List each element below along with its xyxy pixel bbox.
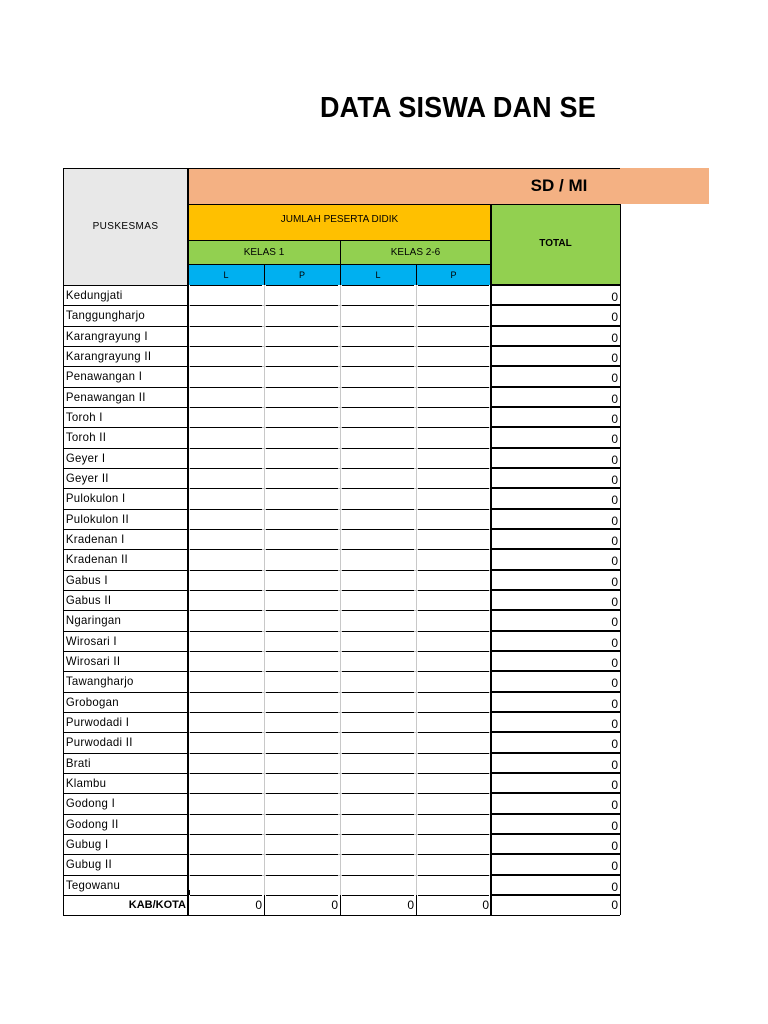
table-row-name: Klambu bbox=[65, 776, 107, 791]
total-row-border bbox=[491, 874, 620, 876]
data-row-border bbox=[266, 793, 338, 794]
name-col-border bbox=[187, 168, 189, 915]
total-row-border bbox=[491, 447, 620, 449]
footer-l1: 0 bbox=[255, 897, 262, 912]
name-row-border bbox=[63, 387, 188, 388]
footer-l2: 0 bbox=[407, 897, 414, 912]
data-row-border bbox=[418, 854, 489, 855]
data-row-border bbox=[190, 285, 262, 286]
data-row-border bbox=[418, 448, 489, 449]
col-gridline bbox=[340, 285, 341, 895]
data-row-border bbox=[266, 753, 338, 754]
total-row-border bbox=[491, 548, 620, 550]
table-row-total: 0 bbox=[611, 798, 618, 813]
data-row-border bbox=[418, 407, 489, 408]
data-row-border bbox=[266, 631, 338, 632]
total-row-border bbox=[491, 325, 620, 327]
data-row-border bbox=[418, 712, 489, 713]
data-row-border bbox=[190, 529, 262, 530]
data-row-border bbox=[266, 549, 338, 550]
footer-label: KAB/KOTA bbox=[128, 898, 186, 911]
table-row-name: Wirosari I bbox=[65, 633, 117, 648]
name-row-border bbox=[63, 346, 188, 347]
name-row-border bbox=[63, 407, 188, 408]
data-row-border bbox=[190, 753, 262, 754]
table-row-total: 0 bbox=[611, 513, 618, 528]
table-row-name: Pulokulon II bbox=[65, 511, 129, 526]
table-row-total: 0 bbox=[611, 656, 618, 671]
data-row-border bbox=[342, 895, 414, 896]
total-row-border bbox=[491, 487, 620, 489]
total-row-border bbox=[491, 609, 620, 611]
data-row-border bbox=[342, 305, 414, 306]
name-row-border bbox=[63, 671, 188, 672]
name-row-border bbox=[63, 773, 188, 774]
sub-p-kelas1: P bbox=[264, 264, 340, 285]
data-row-border bbox=[418, 773, 489, 774]
data-row-border bbox=[190, 509, 262, 510]
data-row-border bbox=[266, 692, 338, 693]
data-row-border bbox=[342, 387, 414, 388]
table-row-total: 0 bbox=[611, 574, 618, 589]
table-bottom-border bbox=[63, 915, 620, 916]
footer-p2: 0 bbox=[482, 897, 489, 912]
sub-l-kelas26: L bbox=[340, 264, 416, 285]
data-row-border bbox=[266, 387, 338, 388]
data-row-border bbox=[342, 285, 414, 286]
data-row-border bbox=[342, 366, 414, 367]
table-row-name: Kedungjati bbox=[65, 288, 123, 303]
data-row-border bbox=[266, 814, 338, 815]
total-row-border bbox=[491, 630, 620, 632]
data-row-border bbox=[342, 753, 414, 754]
level-label: SD / MI bbox=[530, 176, 588, 195]
data-row-border bbox=[418, 732, 489, 733]
total-row-border bbox=[491, 711, 620, 713]
table-row-name: Tegowanu bbox=[65, 877, 121, 892]
table-right-border bbox=[620, 204, 621, 915]
total-row-border bbox=[491, 426, 620, 428]
table-row-total: 0 bbox=[611, 778, 618, 793]
table-row-name: Pulokulon I bbox=[65, 491, 126, 506]
data-row-border bbox=[190, 692, 262, 693]
data-row-border bbox=[418, 631, 489, 632]
table-row-name: Purwodadi II bbox=[65, 735, 133, 750]
data-row-border bbox=[266, 570, 338, 571]
footer-col-border bbox=[264, 895, 265, 915]
data-row-border bbox=[418, 366, 489, 367]
data-row-border bbox=[266, 651, 338, 652]
data-row-border bbox=[342, 732, 414, 733]
data-row-border bbox=[266, 732, 338, 733]
table-row-total: 0 bbox=[611, 432, 618, 447]
data-row-border bbox=[342, 346, 414, 347]
data-row-border bbox=[190, 834, 262, 835]
data-row-border bbox=[190, 793, 262, 794]
data-row-border bbox=[190, 895, 262, 896]
data-row-border bbox=[342, 814, 414, 815]
table-row-total: 0 bbox=[611, 330, 618, 345]
data-row-border bbox=[342, 590, 414, 591]
total-row-border bbox=[491, 589, 620, 591]
total-row-border bbox=[491, 569, 620, 571]
data-row-border bbox=[190, 468, 262, 469]
footer-col-border bbox=[416, 895, 417, 915]
data-row-border bbox=[266, 712, 338, 713]
data-row-border bbox=[190, 631, 262, 632]
total-row-border bbox=[491, 813, 620, 815]
data-row-border bbox=[190, 732, 262, 733]
data-row-border bbox=[342, 875, 414, 876]
name-row-border bbox=[63, 732, 188, 733]
name-row-border bbox=[63, 875, 188, 876]
table-row-total: 0 bbox=[611, 696, 618, 711]
data-row-border bbox=[190, 854, 262, 855]
data-row-border bbox=[266, 326, 338, 327]
data-row-border bbox=[266, 285, 338, 286]
data-row-border bbox=[190, 712, 262, 713]
total-row-border bbox=[491, 792, 620, 794]
data-row-border bbox=[190, 407, 262, 408]
data-row-border bbox=[190, 549, 262, 550]
table-row-total: 0 bbox=[611, 839, 618, 854]
name-row-border bbox=[63, 448, 188, 449]
table-row-name: Godong II bbox=[65, 816, 119, 831]
data-row-border bbox=[418, 549, 489, 550]
data-row-border bbox=[418, 793, 489, 794]
data-row-border bbox=[266, 346, 338, 347]
table-row-total: 0 bbox=[611, 473, 618, 488]
total-row-border bbox=[491, 833, 620, 835]
total-row-border bbox=[491, 752, 620, 754]
name-row-border bbox=[63, 590, 188, 591]
table-row-total: 0 bbox=[611, 493, 618, 508]
data-row-border bbox=[190, 671, 262, 672]
footer-tick bbox=[189, 890, 190, 895]
data-row-border bbox=[342, 793, 414, 794]
data-row-border bbox=[342, 570, 414, 571]
table-row-total: 0 bbox=[611, 452, 618, 467]
table-row-name: Wirosari II bbox=[65, 654, 121, 669]
total-header: TOTAL bbox=[491, 204, 620, 285]
data-row-border bbox=[418, 834, 489, 835]
data-row-border bbox=[418, 671, 489, 672]
data-row-border bbox=[190, 773, 262, 774]
name-row-border bbox=[63, 509, 188, 510]
data-row-border bbox=[266, 610, 338, 611]
data-row-border bbox=[342, 671, 414, 672]
sub-divider bbox=[416, 264, 417, 285]
total-row-border bbox=[491, 386, 620, 388]
jumlah-header: JUMLAH PESERTA DIDIK bbox=[188, 204, 491, 240]
data-row-border bbox=[266, 305, 338, 306]
data-row-border bbox=[418, 346, 489, 347]
data-row-border bbox=[418, 590, 489, 591]
table-row-name: Karangrayung I bbox=[65, 328, 148, 343]
footer-col-border bbox=[340, 895, 341, 915]
table-row-name: Penawangan II bbox=[65, 389, 146, 404]
data-row-border bbox=[190, 875, 262, 876]
data-row-border bbox=[190, 448, 262, 449]
table-row-name: Gubug II bbox=[65, 857, 112, 872]
data-row-border bbox=[266, 468, 338, 469]
data-row-border bbox=[418, 875, 489, 876]
data-row-border bbox=[418, 651, 489, 652]
table-row-name: Kradenan I bbox=[65, 532, 125, 547]
total-col-border bbox=[490, 204, 492, 915]
table-row-name: Gabus I bbox=[65, 572, 108, 587]
sub-p-kelas26: P bbox=[416, 264, 491, 285]
data-row-border bbox=[418, 895, 489, 896]
table-row-name: Kradenan II bbox=[65, 552, 128, 567]
data-row-border bbox=[418, 285, 489, 286]
data-row-border bbox=[266, 509, 338, 510]
data-row-border bbox=[266, 773, 338, 774]
data-row-border bbox=[418, 326, 489, 327]
total-row-border bbox=[491, 365, 620, 367]
table-row-total: 0 bbox=[611, 351, 618, 366]
data-row-border bbox=[266, 875, 338, 876]
name-row-border bbox=[63, 814, 188, 815]
name-row-border bbox=[63, 610, 188, 611]
total-row-border bbox=[491, 731, 620, 733]
total-row-border bbox=[491, 284, 620, 286]
data-row-border bbox=[266, 529, 338, 530]
table-row-name: Purwodadi I bbox=[65, 715, 130, 730]
data-row-border bbox=[418, 468, 489, 469]
data-row-border bbox=[342, 773, 414, 774]
total-row-border bbox=[491, 853, 620, 855]
data-row-border bbox=[342, 488, 414, 489]
table-row-name: Penawangan I bbox=[65, 369, 143, 384]
data-row-border bbox=[266, 895, 338, 896]
data-row-border bbox=[342, 427, 414, 428]
name-row-border bbox=[63, 692, 188, 693]
data-row-border bbox=[418, 692, 489, 693]
data-row-border bbox=[418, 427, 489, 428]
name-row-border bbox=[63, 285, 188, 286]
table-row-total: 0 bbox=[611, 859, 618, 874]
name-row-border bbox=[63, 570, 188, 571]
data-row-border bbox=[266, 407, 338, 408]
table-row-total: 0 bbox=[611, 717, 618, 732]
table-row-total: 0 bbox=[611, 757, 618, 772]
data-row-border bbox=[190, 326, 262, 327]
data-row-border bbox=[342, 549, 414, 550]
data-row-border bbox=[342, 326, 414, 327]
data-row-border bbox=[418, 305, 489, 306]
table-row-total: 0 bbox=[611, 818, 618, 833]
data-row-border bbox=[266, 366, 338, 367]
data-row-border bbox=[418, 610, 489, 611]
table-row-total: 0 bbox=[611, 290, 618, 305]
level-header bbox=[188, 168, 709, 204]
name-row-border bbox=[63, 529, 188, 530]
data-row-border bbox=[342, 509, 414, 510]
sub-l-kelas1: L bbox=[188, 264, 264, 285]
data-row-border bbox=[342, 712, 414, 713]
data-row-border bbox=[342, 692, 414, 693]
table-row-total: 0 bbox=[611, 412, 618, 427]
total-row-border bbox=[491, 691, 620, 693]
footer-total: 0 bbox=[611, 897, 618, 912]
name-row-border bbox=[63, 631, 188, 632]
table-row-total: 0 bbox=[611, 635, 618, 650]
data-row-border bbox=[190, 488, 262, 489]
table-row-name: Gubug I bbox=[65, 837, 109, 852]
data-row-border bbox=[342, 407, 414, 408]
data-row-border bbox=[190, 346, 262, 347]
table-row-total: 0 bbox=[611, 391, 618, 406]
table-row-name: Tanggungharjo bbox=[65, 308, 146, 323]
header-top-border bbox=[63, 168, 620, 169]
name-row-border bbox=[63, 793, 188, 794]
data-row-border bbox=[342, 651, 414, 652]
name-row-border bbox=[63, 468, 188, 469]
table-row-name: Ngaringan bbox=[65, 613, 122, 628]
data-row-border bbox=[342, 610, 414, 611]
table-row-name: Karangrayung II bbox=[65, 349, 152, 364]
total-row-border bbox=[491, 467, 620, 469]
table-row-name: Grobogan bbox=[65, 694, 119, 709]
total-row-border bbox=[491, 772, 620, 774]
name-row-border bbox=[63, 366, 188, 367]
name-row-border bbox=[63, 326, 188, 327]
table-row-total: 0 bbox=[611, 879, 618, 894]
table-row-name: Brati bbox=[65, 755, 91, 770]
data-row-border bbox=[342, 631, 414, 632]
total-row-border bbox=[491, 304, 620, 306]
data-row-border bbox=[418, 814, 489, 815]
data-row-border bbox=[190, 590, 262, 591]
data-row-border bbox=[266, 854, 338, 855]
data-row-border bbox=[190, 814, 262, 815]
name-row-border bbox=[63, 427, 188, 428]
footer-p1: 0 bbox=[331, 897, 338, 912]
data-row-border bbox=[190, 305, 262, 306]
sub-divider bbox=[264, 264, 265, 285]
table-row-total: 0 bbox=[611, 737, 618, 752]
kelas-divider bbox=[340, 240, 341, 285]
name-row-border bbox=[63, 712, 188, 713]
total-row-border bbox=[491, 650, 620, 652]
total-row-border bbox=[491, 345, 620, 347]
table-row-name: Geyer I bbox=[65, 450, 106, 465]
data-row-border bbox=[418, 529, 489, 530]
data-row-border bbox=[190, 427, 262, 428]
table-row-total: 0 bbox=[611, 310, 618, 325]
name-row-border bbox=[63, 488, 188, 489]
name-row-border bbox=[63, 834, 188, 835]
name-row-border bbox=[63, 753, 188, 754]
data-row-border bbox=[190, 651, 262, 652]
table-row-name: Gabus II bbox=[65, 593, 112, 608]
data-row-border bbox=[190, 570, 262, 571]
table-row-name: Tawangharjo bbox=[65, 674, 134, 689]
total-row-border bbox=[491, 528, 620, 530]
page-title: DATA SISWA DAN SE bbox=[320, 92, 596, 124]
table-row-name: Geyer II bbox=[65, 471, 109, 486]
header-border bbox=[188, 204, 620, 205]
data-row-border bbox=[266, 834, 338, 835]
table-row-name: Godong I bbox=[65, 796, 116, 811]
name-row-border bbox=[63, 305, 188, 306]
name-row-border bbox=[63, 854, 188, 855]
name-row-border bbox=[63, 895, 188, 896]
data-row-border bbox=[266, 427, 338, 428]
data-row-border bbox=[418, 387, 489, 388]
table-row-total: 0 bbox=[611, 595, 618, 610]
data-row-border bbox=[190, 366, 262, 367]
data-row-border bbox=[342, 448, 414, 449]
table-row-total: 0 bbox=[611, 371, 618, 386]
total-row-border bbox=[491, 508, 620, 510]
table-row-name: Toroh I bbox=[65, 410, 103, 425]
data-row-border bbox=[266, 671, 338, 672]
data-row-border bbox=[266, 488, 338, 489]
table-row-total: 0 bbox=[611, 534, 618, 549]
table-row-name: Toroh II bbox=[65, 430, 107, 445]
data-row-border bbox=[418, 753, 489, 754]
table-row-total: 0 bbox=[611, 615, 618, 630]
name-row-border bbox=[63, 549, 188, 550]
data-row-border bbox=[342, 854, 414, 855]
data-row-border bbox=[418, 570, 489, 571]
data-row-border bbox=[342, 834, 414, 835]
col-gridline bbox=[264, 285, 265, 895]
total-row-border bbox=[491, 894, 620, 896]
kelas1-header: KELAS 1 bbox=[188, 240, 340, 264]
puskesmas-header: PUSKESMAS bbox=[63, 168, 188, 285]
data-row-border bbox=[190, 610, 262, 611]
total-row-border bbox=[491, 670, 620, 672]
col-gridline bbox=[416, 285, 417, 895]
data-row-border bbox=[418, 488, 489, 489]
data-row-border bbox=[266, 590, 338, 591]
total-row-border bbox=[491, 406, 620, 408]
table-row-total: 0 bbox=[611, 676, 618, 691]
table-left-border bbox=[63, 168, 64, 915]
data-row-border bbox=[190, 387, 262, 388]
data-row-border bbox=[418, 509, 489, 510]
data-row-border bbox=[342, 529, 414, 530]
table-row-total: 0 bbox=[611, 554, 618, 569]
kelas26-header: KELAS 2-6 bbox=[340, 240, 491, 264]
data-row-border bbox=[266, 448, 338, 449]
name-row-border bbox=[63, 651, 188, 652]
data-row-border bbox=[342, 468, 414, 469]
